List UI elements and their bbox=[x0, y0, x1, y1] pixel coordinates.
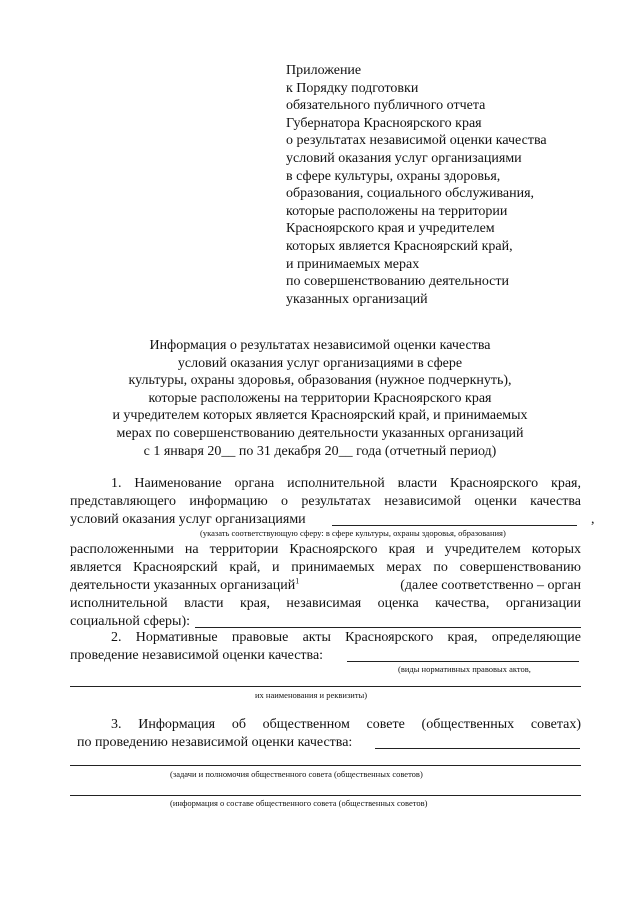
acts-hint: (виды нормативных правовых актов, bbox=[398, 664, 531, 674]
section1-line6-text: деятельности указанных организаций bbox=[70, 578, 296, 593]
appendix-line: и принимаемых мерах bbox=[286, 256, 420, 272]
document-title bbox=[70, 337, 570, 460]
appendix-header bbox=[286, 62, 626, 308]
section1-line7: исполнительной власти края, независимая оценка качества, организации bbox=[70, 596, 581, 611]
section1-line1: 1. Наименование органа исполнительной власти Красноярского края, bbox=[111, 476, 581, 491]
acts-blank-field[interactable] bbox=[347, 661, 579, 662]
appendix-line: в сфере культуры, охраны здоровья, bbox=[286, 168, 501, 184]
footnote-mark: 1 bbox=[295, 576, 300, 586]
appendix-line: по совершенствованию деятельности bbox=[286, 274, 510, 290]
council-members-hint: (информация о составе общественного совета (общественных советов) bbox=[170, 798, 428, 808]
council-tasks-hint: (задачи и полномочия общественного совета (общественных советов) bbox=[170, 769, 423, 779]
appendix-line: Красноярского края и учредителем bbox=[286, 221, 495, 237]
section1-line5: является Красноярский край, и принимаемых мерах по совершенствованию bbox=[70, 560, 581, 575]
sphere-blank-field[interactable] bbox=[332, 525, 577, 526]
authority-blank-field[interactable] bbox=[195, 627, 581, 628]
council-tasks-blank-field[interactable] bbox=[70, 765, 581, 766]
appendix-line: обязательного публичного отчета bbox=[286, 98, 486, 114]
title-line: и учредителем которых является Красноярский край, и принимаемых bbox=[112, 408, 528, 424]
section2-line2: проведение независимой оценки качества: bbox=[70, 648, 324, 663]
appendix-line: которых является Красноярский край, bbox=[286, 238, 513, 254]
section1-line8: социальной сферы): bbox=[70, 614, 191, 629]
section2-line1: 2. Нормативные правовые акты Красноярского края, определяющие bbox=[111, 630, 581, 645]
appendix-line: условий оказания услуг организациями bbox=[286, 150, 522, 166]
appendix-line: Приложение bbox=[286, 63, 362, 78]
appendix-line: которые расположены на территории bbox=[286, 203, 508, 219]
appendix-line: о результатах независимой оценки качества bbox=[286, 133, 547, 149]
council-members-blank-field[interactable] bbox=[70, 795, 581, 796]
acts-hint-2: их наименования и реквизиты) bbox=[255, 690, 368, 700]
title-line: которые расположены на территории Красноярского края bbox=[148, 390, 492, 406]
title-line: культуры, охраны здоровья, образования (нужное подчеркнуть), bbox=[128, 373, 512, 389]
section1-line3: условий оказания услуг организациями bbox=[70, 512, 306, 527]
title-line: мерах по совершенствованию деятельности указанных организаций bbox=[116, 425, 524, 441]
appendix-line: Губернатора Красноярского края bbox=[286, 115, 482, 131]
section3-line1: 3. Информация об общественном совете (общественных советах) bbox=[111, 717, 581, 732]
section3-line2: по проведению независимой оценки качества: bbox=[77, 735, 353, 750]
section1-line6-end: (далее соответственно – орган bbox=[400, 578, 581, 593]
title-line: Информация о результатах независимой оценки качества bbox=[149, 338, 491, 353]
title-line: условий оказания услуг организациями в сфере bbox=[177, 355, 463, 371]
appendix-line: указанных организаций bbox=[286, 291, 428, 307]
sphere-hint: (указать соответствующую сферу: в сфере культуры, охраны здоровья, образования) bbox=[200, 528, 506, 538]
acts-blank-field-2[interactable] bbox=[70, 686, 581, 687]
section1-comma: , bbox=[591, 512, 595, 527]
title-line: с 1 января 20__ по 31 декабря 20__ года (отчетный период) bbox=[143, 443, 497, 459]
appendix-line: к Порядку подготовки bbox=[286, 80, 419, 96]
appendix-line: образования, социального обслуживания, bbox=[286, 186, 535, 202]
section1-line6 bbox=[70, 577, 299, 595]
section1-line2: представляющего информацию о результатах независимой оценки качества bbox=[70, 494, 581, 509]
section1-line4: расположенными на территории Красноярского края и учредителем которых bbox=[70, 542, 581, 557]
council-blank-field[interactable] bbox=[375, 748, 580, 749]
